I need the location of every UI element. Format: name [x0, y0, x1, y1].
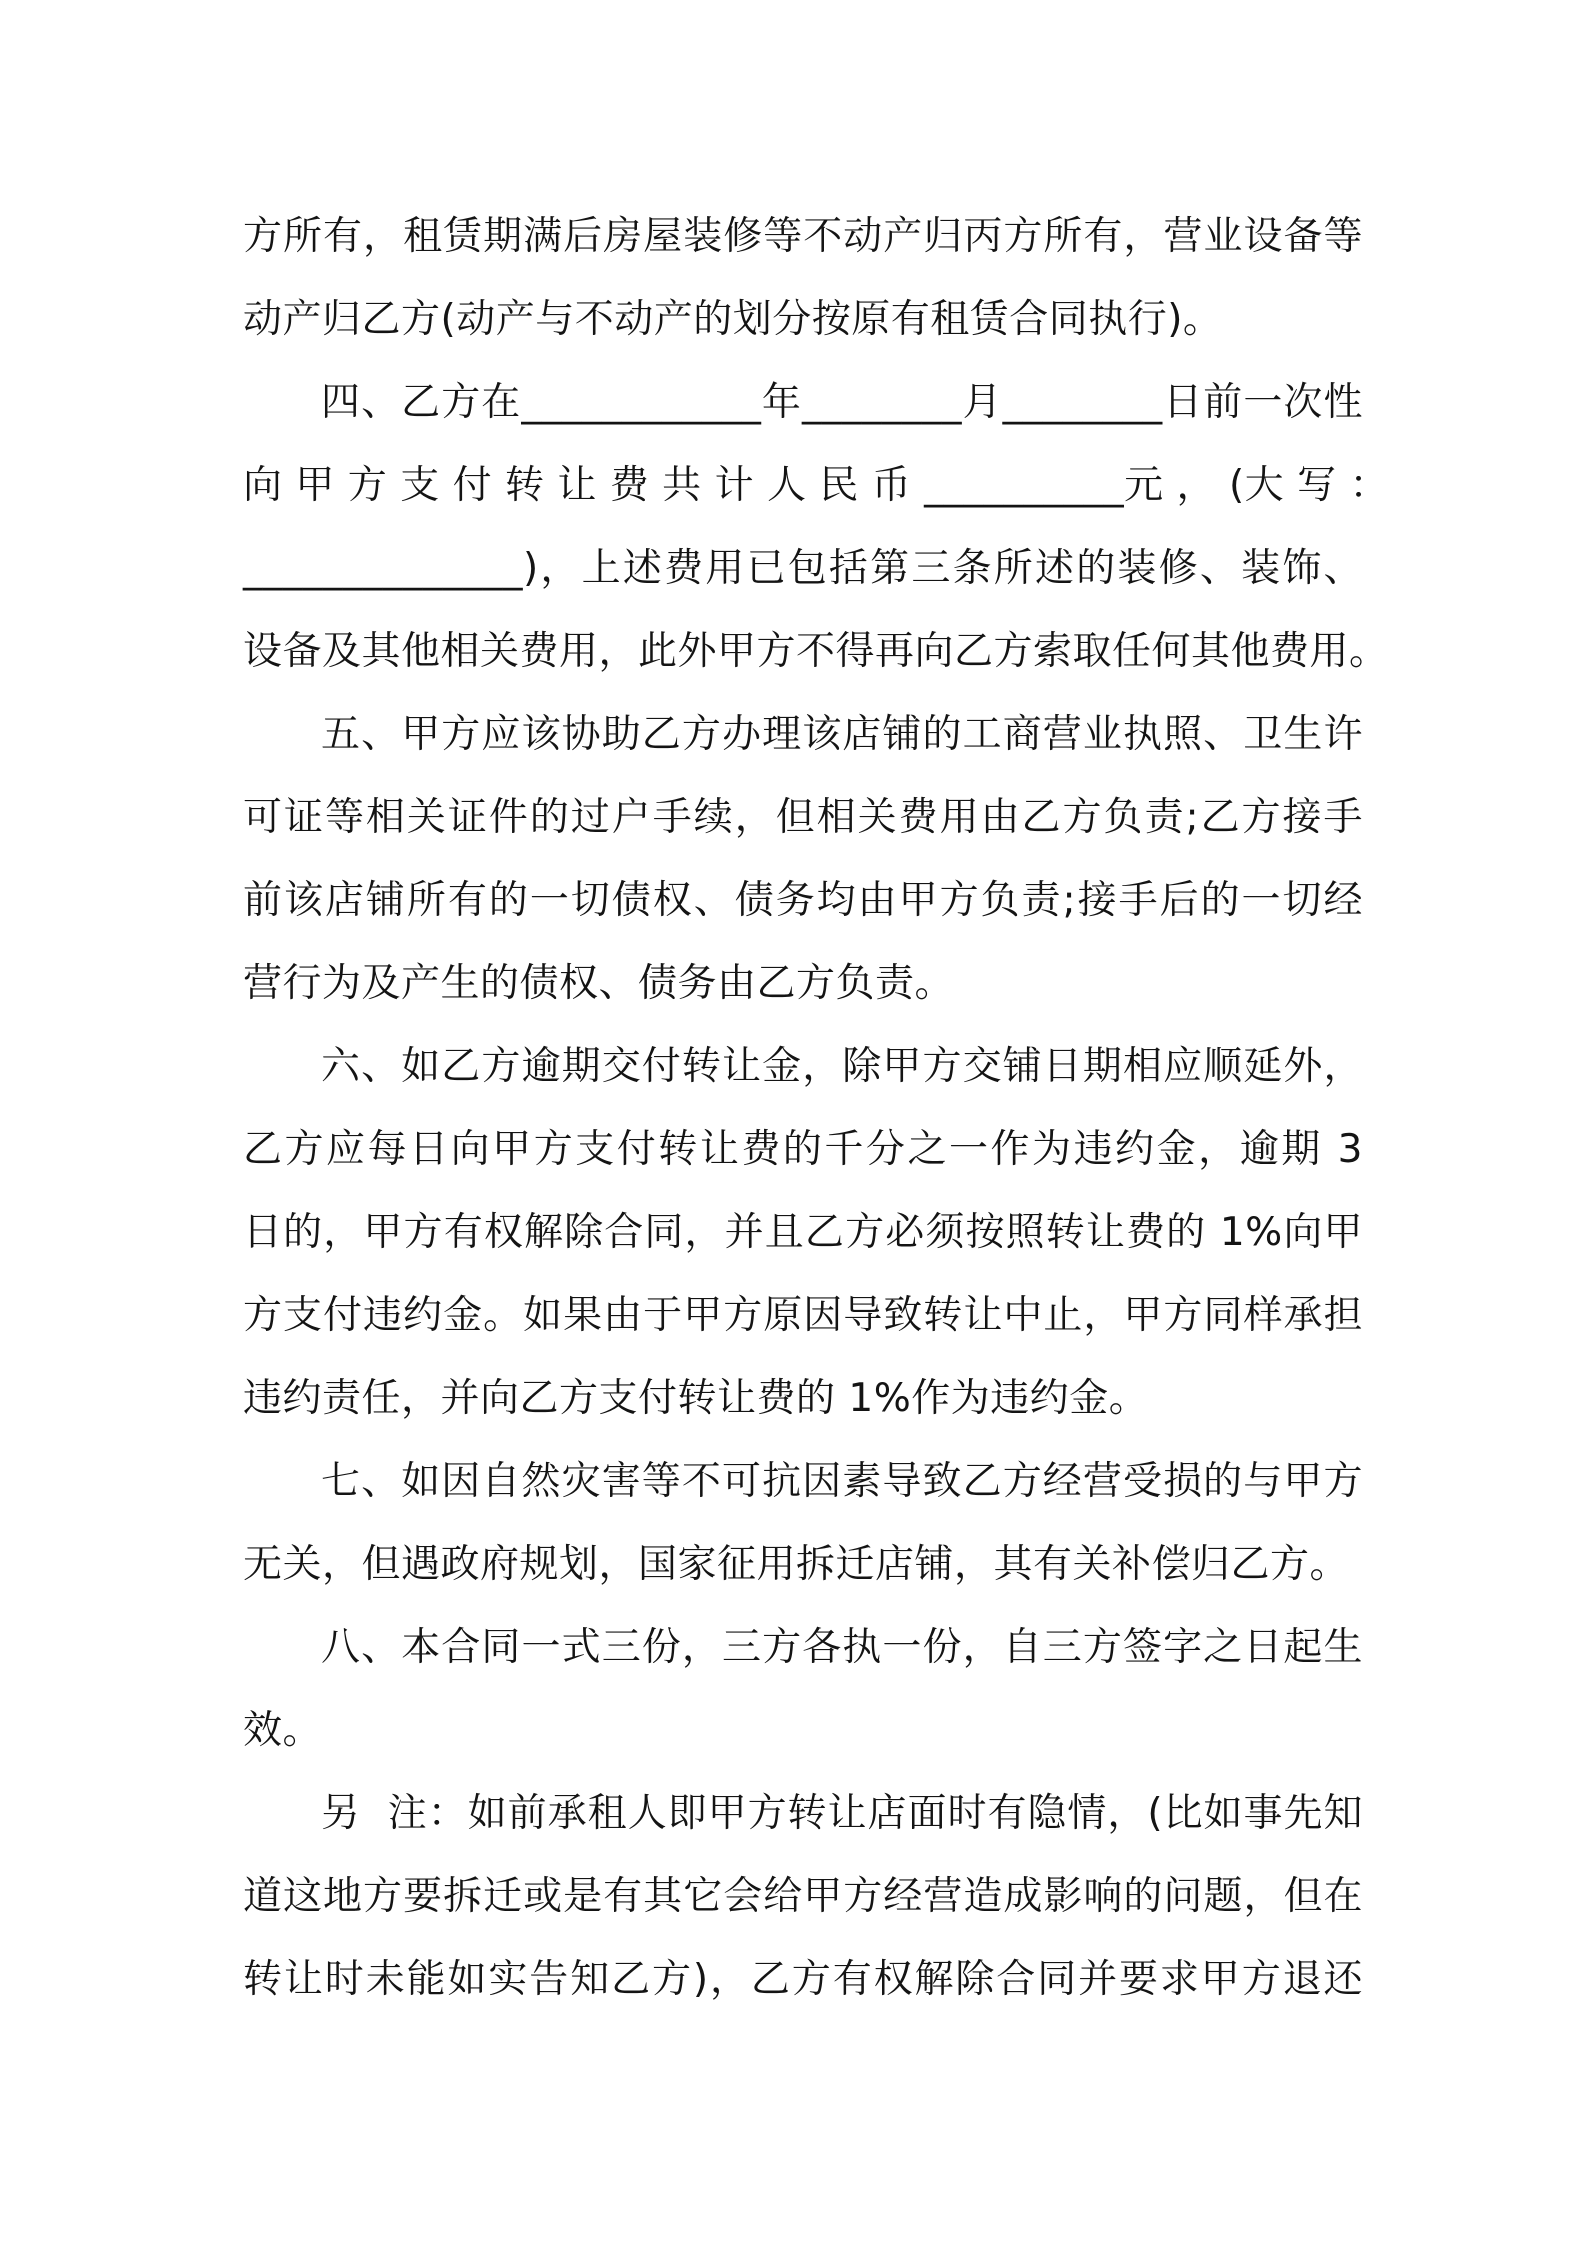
clause-6-line: 六、如乙方逾期交付转让金，除甲方交铺日期相应顺延外，	[321, 1044, 1363, 1089]
text-line: 方所有，租赁期满后房屋装修等不动产归丙方所有，营业设备等	[243, 214, 1363, 259]
clause-4-line: 四、乙方在____________年________月________日前一次性	[321, 380, 1363, 425]
text-line: 前该店铺所有的一切债权、债务均由甲方负责;接手后的一切经	[243, 878, 1363, 923]
text-line: 道这地方要拆迁或是有其它会给甲方经营造成影响的问题，但在	[243, 1874, 1363, 1919]
text-line: 动产归乙方(动产与不动产的划分按原有租赁合同执行)。	[243, 297, 1223, 342]
text-line: 向 甲 方 支 付 转 让 费 共 计 人 民 币 __________元 ， (大 写 ：	[243, 463, 1389, 508]
clause-8-line: 八、本合同一式三份，三方各执一份，自三方签字之日起生	[321, 1625, 1363, 1670]
text-line: 无关，但遇政府规划，国家征用拆迁店铺，其有关补偿归乙方。	[243, 1542, 1350, 1587]
text-line: 日的，甲方有权解除合同，并且乙方必须按照转让费的 1%向甲	[243, 1210, 1363, 1255]
text-line: 转让时未能如实告知乙方)，乙方有权解除合同并要求甲方退还	[243, 1957, 1363, 2002]
text-line: 违约责任，并向乙方支付转让费的 1%作为违约金。	[243, 1376, 1149, 1421]
text-line: 方支付违约金。如果由于甲方原因导致转让中止，甲方同样承担	[243, 1293, 1363, 1338]
text-line: 营行为及产生的债权、债务由乙方负责。	[243, 961, 955, 1006]
text-line: 效。	[243, 1708, 323, 1753]
clause-5-line: 五、甲方应该协助乙方办理该店铺的工商营业执照、卫生许	[321, 712, 1363, 757]
text-line: ______________)，上述费用已包括第三条所述的装修、装饰、	[243, 546, 1363, 591]
text-line: 设备及其他相关费用，此外甲方不得再向乙方索取任何其他费用。	[243, 629, 1389, 674]
note-line: 另 注：如前承租人即甲方转让店面时有隐情，(比如事先知	[321, 1791, 1363, 1836]
text-line: 乙方应每日向甲方支付转让费的千分之一作为违约金，逾期 3	[243, 1127, 1363, 1172]
contract-text	[243, 195, 1389, 2021]
clause-7-line: 七、如因自然灾害等不可抗因素导致乙方经营受损的与甲方	[321, 1459, 1363, 1504]
text-line: 可证等相关证件的过户手续，但相关费用由乙方负责;乙方接手	[243, 795, 1363, 840]
